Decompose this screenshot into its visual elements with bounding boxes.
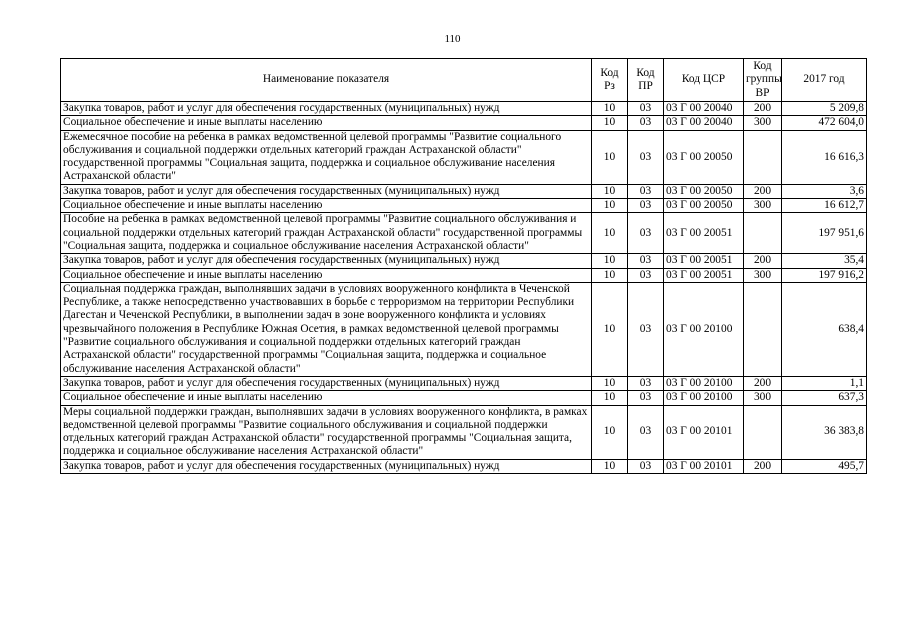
amount-2017: 1,1 [782,376,867,390]
table-row [61,254,867,268]
code-csr: 03 Г 00 20051 [664,213,744,254]
amount-2017: 197 951,6 [782,213,867,254]
indicator-name: Закупка товаров, работ и услуг для обеспечения государственных (муниципальных) нужд [61,254,592,268]
indicator-name: Социальное обеспечение и иные выплаты населению [61,391,592,405]
table-row [61,102,867,116]
code-pr: 03 [628,254,664,268]
code-csr: 03 Г 00 20050 [664,130,744,184]
indicator-name: Закупка товаров, работ и услуг для обеспечения государственных (муниципальных) нужд [61,102,592,116]
amount-2017: 637,3 [782,391,867,405]
indicator-name: Закупка товаров, работ и услуг для обеспечения государственных (муниципальных) нужд [61,459,592,473]
table-row [61,130,867,184]
code-csr: 03 Г 00 20101 [664,405,744,459]
code-vr: 200 [744,376,782,390]
code-pr: 03 [628,199,664,213]
amount-2017: 495,7 [782,459,867,473]
code-vr [744,213,782,254]
table-row [61,268,867,282]
indicator-name: Закупка товаров, работ и услуг для обеспечения государственных (муниципальных) нужд [61,184,592,198]
code-vr: 200 [744,254,782,268]
indicator-name: Социальное обеспечение и иные выплаты населению [61,199,592,213]
amount-2017: 197 916,2 [782,268,867,282]
table-row [61,376,867,390]
code-rz: 10 [592,184,628,198]
code-csr: 03 Г 00 20040 [664,116,744,130]
header-pr: Код ПР [628,59,664,102]
amount-2017: 3,6 [782,184,867,198]
amount-2017: 5 209,8 [782,102,867,116]
table-row [61,213,867,254]
code-pr: 03 [628,391,664,405]
code-rz: 10 [592,254,628,268]
amount-2017: 638,4 [782,282,867,376]
code-rz: 10 [592,268,628,282]
code-vr: 300 [744,199,782,213]
amount-2017: 472 604,0 [782,116,867,130]
code-vr: 200 [744,102,782,116]
code-pr: 03 [628,268,664,282]
indicator-name: Пособие на ребенка в рамках ведомственной целевой программы "Развитие социального обслуживания и социальной поддержки отдельных категорий граждан Астраханской области" государственной программы "Социальная защита, поддержка и социальное обслуживание населения Астраханской области" [61,213,592,254]
table-body [61,102,867,474]
code-vr: 200 [744,184,782,198]
table-row [61,282,867,376]
code-csr: 03 Г 00 20051 [664,254,744,268]
code-rz: 10 [592,130,628,184]
code-vr [744,405,782,459]
code-csr: 03 Г 00 20100 [664,282,744,376]
table-row [61,405,867,459]
code-vr [744,130,782,184]
code-rz: 10 [592,376,628,390]
amount-2017: 16 616,3 [782,130,867,184]
code-csr: 03 Г 00 20051 [664,268,744,282]
code-pr: 03 [628,213,664,254]
code-csr: 03 Г 00 20040 [664,102,744,116]
amount-2017: 16 612,7 [782,199,867,213]
code-pr: 03 [628,405,664,459]
header-csr: Код ЦСР [664,59,744,102]
code-csr: 03 Г 00 20100 [664,391,744,405]
header-vr: Код группы ВР [744,59,782,102]
table-row [61,459,867,473]
code-rz: 10 [592,282,628,376]
table-row [61,116,867,130]
code-pr: 03 [628,116,664,130]
header-year: 2017 год [782,59,867,102]
amount-2017: 35,4 [782,254,867,268]
code-pr: 03 [628,102,664,116]
budget-table [60,58,867,474]
code-pr: 03 [628,459,664,473]
code-csr: 03 Г 00 20101 [664,459,744,473]
indicator-name: Ежемесячное пособие на ребенка в рамках ведомственной целевой программы "Развитие социального обслуживания и социальной поддержки отдельных категорий граждан Астраханской области" государственной программы "Социальная защита, поддержка и социальное обслуживание населения Астраханской области" [61,130,592,184]
header-rz: Код Рз [592,59,628,102]
code-vr: 300 [744,116,782,130]
code-csr: 03 Г 00 20100 [664,376,744,390]
code-pr: 03 [628,130,664,184]
code-csr: 03 Г 00 20050 [664,199,744,213]
table-row [61,199,867,213]
code-rz: 10 [592,116,628,130]
code-pr: 03 [628,184,664,198]
header-name: Наименование показателя [61,59,592,102]
indicator-name: Закупка товаров, работ и услуг для обеспечения государственных (муниципальных) нужд [61,376,592,390]
table-row [61,391,867,405]
code-rz: 10 [592,459,628,473]
code-csr: 03 Г 00 20050 [664,184,744,198]
code-vr [744,282,782,376]
amount-2017: 36 383,8 [782,405,867,459]
table-header-row [61,59,867,102]
indicator-name: Социальное обеспечение и иные выплаты населению [61,116,592,130]
code-vr: 200 [744,459,782,473]
code-rz: 10 [592,199,628,213]
code-rz: 10 [592,102,628,116]
code-pr: 03 [628,282,664,376]
code-rz: 10 [592,405,628,459]
code-rz: 10 [592,213,628,254]
code-pr: 03 [628,376,664,390]
table-row [61,184,867,198]
indicator-name: Социальная поддержка граждан, выполнявших задачи в условиях вооруженного конфликта в Чеченской Республике, а также непосредственно участвовавших в борьбе с терроризмом на территории Республики Дагестан и Чеченской Республики, в выполнении задач в зоне вооруженного конфликта и условиях чрезвычайного положения в Республике Южная Осетия, в рамках ведомственной целевой программы "Развитие социального обслуживания и социальной поддержки отдельных категорий граждан Астраханской области" государственной программы "Социальная защита, поддержка и социальное обслуживание населения Астраханской области" [61,282,592,376]
indicator-name: Меры социальной поддержки граждан, выполнявших задачи в условиях вооруженного конфликта, в рамках ведомственной целевой программы "Развитие социального обслуживания и социальной поддержки отдельных категорий граждан Астраханской области" государственной программы "Социальная защита, поддержка и социальное обслуживание населения Астраханской области" [61,405,592,459]
code-vr: 300 [744,391,782,405]
code-vr: 300 [744,268,782,282]
indicator-name: Социальное обеспечение и иные выплаты населению [61,268,592,282]
page-number: 110 [444,33,461,45]
code-rz: 10 [592,391,628,405]
